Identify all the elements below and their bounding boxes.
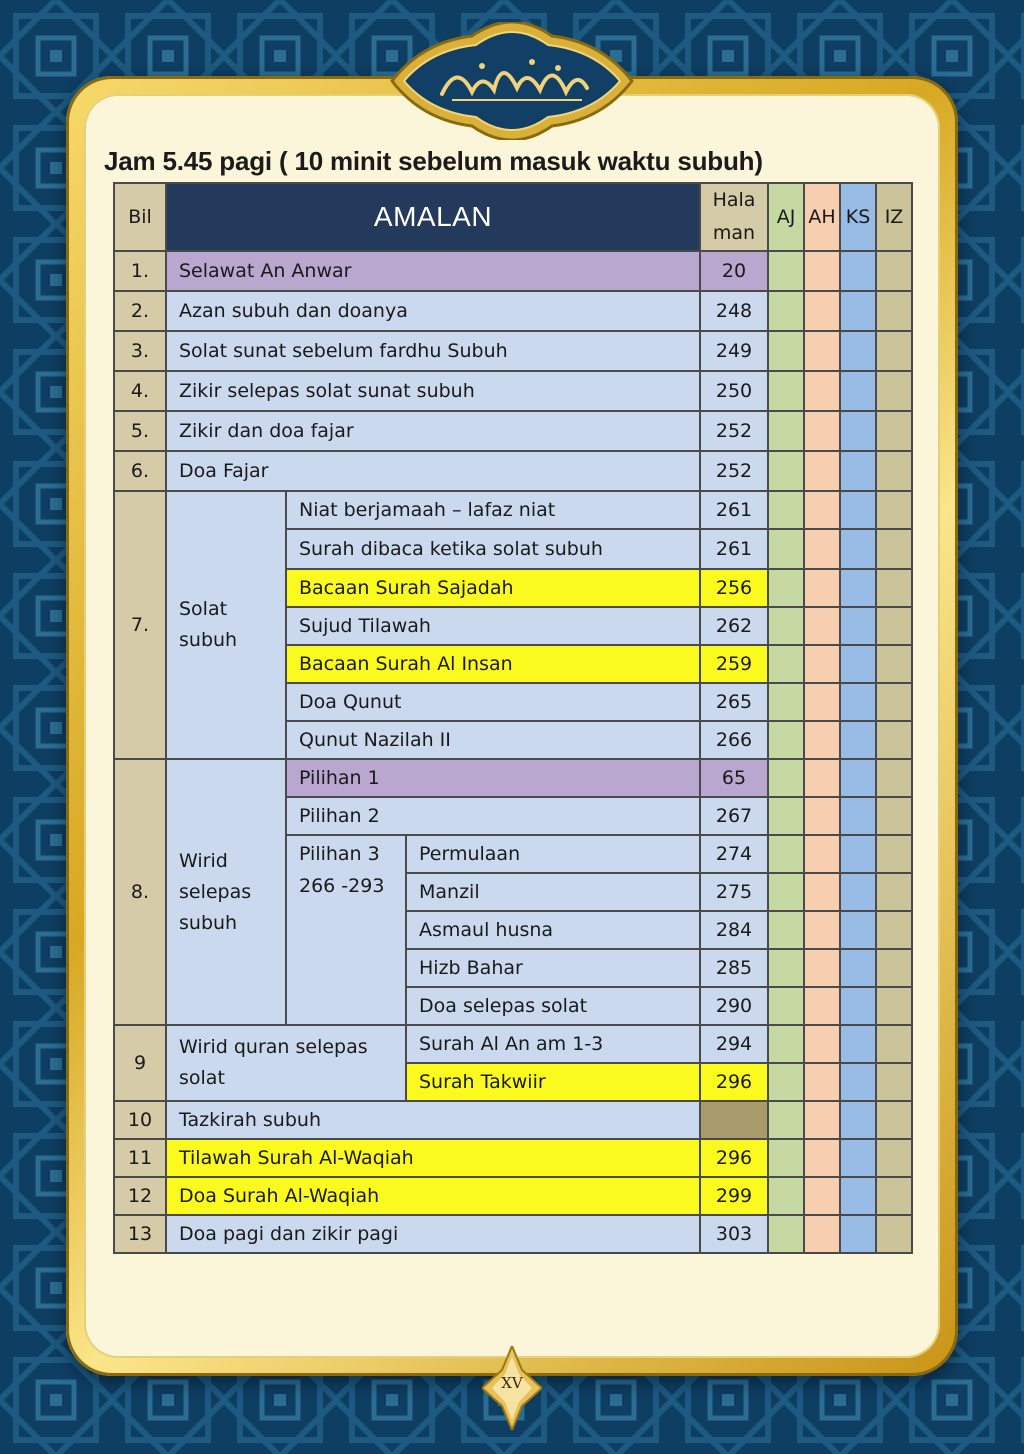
check-aj[interactable]: [768, 291, 804, 331]
check-iz[interactable]: [876, 1025, 912, 1063]
col-header-aj: AJ: [768, 183, 804, 251]
check-ah[interactable]: [804, 683, 840, 721]
row-bil: 13: [114, 1215, 166, 1253]
row-page: 266: [700, 721, 768, 759]
check-iz[interactable]: [876, 797, 912, 835]
row-page: 294: [700, 1025, 768, 1063]
check-ah[interactable]: [804, 949, 840, 987]
check-ah[interactable]: [804, 1177, 840, 1215]
check-iz[interactable]: [876, 529, 912, 569]
check-ks[interactable]: [840, 291, 876, 331]
check-ks[interactable]: [840, 1139, 876, 1177]
check-ks[interactable]: [840, 1177, 876, 1215]
check-aj[interactable]: [768, 987, 804, 1025]
row-page: [700, 1101, 768, 1139]
check-ks[interactable]: [840, 451, 876, 491]
row-bil: 11: [114, 1139, 166, 1177]
row-page: 261: [700, 491, 768, 529]
check-ah[interactable]: [804, 1063, 840, 1101]
row-page: 285: [700, 949, 768, 987]
check-ah[interactable]: [804, 1025, 840, 1063]
check-ah[interactable]: [804, 1139, 840, 1177]
check-ah[interactable]: [804, 1101, 840, 1139]
table-row: [114, 451, 912, 491]
row-amalan: Doa Qunut: [286, 683, 700, 721]
row-page: 250: [700, 371, 768, 411]
row-page: 65: [700, 759, 768, 797]
row-bil: 3.: [114, 331, 166, 371]
check-ks[interactable]: [840, 371, 876, 411]
check-ks[interactable]: [840, 607, 876, 645]
row-bil: 10: [114, 1101, 166, 1139]
check-aj[interactable]: [768, 759, 804, 797]
row-bil: 4.: [114, 371, 166, 411]
row-page: 20: [700, 251, 768, 291]
row-amalan: Surah Al An am 1-3: [406, 1025, 700, 1063]
check-aj[interactable]: [768, 1177, 804, 1215]
row-page: 303: [700, 1215, 768, 1253]
col-header-iz: IZ: [876, 183, 912, 251]
check-iz[interactable]: [876, 331, 912, 371]
row-page: 259: [700, 645, 768, 683]
row-page: 249: [700, 331, 768, 371]
check-iz[interactable]: [876, 1139, 912, 1177]
check-iz[interactable]: [876, 1101, 912, 1139]
check-ks[interactable]: [840, 491, 876, 529]
col-header-halaman: [700, 183, 768, 251]
check-aj[interactable]: [768, 411, 804, 451]
table-row: [114, 1139, 912, 1177]
check-iz[interactable]: [876, 607, 912, 645]
row-page: 296: [700, 1063, 768, 1101]
row-amalan: Qunut Nazilah II: [286, 721, 700, 759]
group-label-line1: Solat: [179, 598, 228, 620]
col-header-bil: Bil: [114, 183, 166, 251]
check-aj[interactable]: [768, 835, 804, 873]
check-ks[interactable]: [840, 1063, 876, 1101]
check-aj[interactable]: [768, 949, 804, 987]
group-label-line1: Wirid: [179, 849, 228, 872]
row-bil: 1.: [114, 251, 166, 291]
row-bil: 7.: [114, 491, 166, 759]
table-header-row: [114, 183, 912, 251]
pilihan3-label-line1: Pilihan 3: [299, 843, 380, 865]
row-amalan: Zikir selepas solat sunat subuh: [166, 371, 700, 411]
check-ah[interactable]: [804, 411, 840, 451]
table-row: [114, 331, 912, 371]
pilihan3-label: [286, 835, 406, 1025]
check-ks[interactable]: [840, 1025, 876, 1063]
row-amalan: Pilihan 1: [286, 759, 700, 797]
row-page: 252: [700, 451, 768, 491]
check-ah[interactable]: [804, 645, 840, 683]
page-number: XV: [501, 1374, 523, 1392]
check-aj[interactable]: [768, 451, 804, 491]
check-iz[interactable]: [876, 873, 912, 911]
check-ks[interactable]: [840, 1215, 876, 1253]
table-row: [114, 759, 912, 797]
check-ah[interactable]: [804, 371, 840, 411]
check-iz[interactable]: [876, 759, 912, 797]
row-bil: 8.: [114, 759, 166, 1025]
check-ks[interactable]: [840, 987, 876, 1025]
check-ks[interactable]: [840, 411, 876, 451]
row-bil: 2.: [114, 291, 166, 331]
check-ks[interactable]: [840, 645, 876, 683]
check-iz[interactable]: [876, 451, 912, 491]
row-amalan: Doa Surah Al-Waqiah: [166, 1177, 700, 1215]
row-page: 299: [700, 1177, 768, 1215]
check-ah[interactable]: [804, 569, 840, 607]
check-aj[interactable]: [768, 607, 804, 645]
check-aj[interactable]: [768, 797, 804, 835]
row-page: 256: [700, 569, 768, 607]
row-group-label: [166, 759, 286, 1025]
row-bil: 12: [114, 1177, 166, 1215]
row-amalan: Doa pagi dan zikir pagi: [166, 1215, 700, 1253]
row-amalan: Manzil: [406, 873, 700, 911]
row-group-label: [166, 491, 286, 759]
check-aj[interactable]: [768, 911, 804, 949]
row-page: 284: [700, 911, 768, 949]
row-page: 252: [700, 411, 768, 451]
row-page: 274: [700, 835, 768, 873]
check-aj[interactable]: [768, 1025, 804, 1063]
check-ah[interactable]: [804, 251, 840, 291]
check-ks[interactable]: [840, 331, 876, 371]
check-ks[interactable]: [840, 835, 876, 873]
row-bil: 5.: [114, 411, 166, 451]
check-ks[interactable]: [840, 569, 876, 607]
row-amalan: Bacaan Surah Al Insan: [286, 645, 700, 683]
check-ks[interactable]: [840, 911, 876, 949]
check-ah[interactable]: [804, 491, 840, 529]
row-page: 261: [700, 529, 768, 569]
group-label-line1: Wirid quran selepas: [179, 1036, 368, 1058]
row-amalan: Surah dibaca ketika solat subuh: [286, 529, 700, 569]
check-ks[interactable]: [840, 683, 876, 721]
pilihan3-label-line2: 266 -293: [299, 875, 385, 897]
check-ks[interactable]: [840, 251, 876, 291]
check-iz[interactable]: [876, 987, 912, 1025]
row-amalan: Niat berjamaah – lafaz niat: [286, 491, 700, 529]
check-iz[interactable]: [876, 411, 912, 451]
group-label-line2: solat: [179, 1067, 225, 1089]
check-aj[interactable]: [768, 873, 804, 911]
check-iz[interactable]: [876, 1215, 912, 1253]
row-page: 262: [700, 607, 768, 645]
table-row: [114, 1215, 912, 1253]
col-header-ah: AH: [804, 183, 840, 251]
group-label-line2: subuh: [179, 629, 238, 651]
row-amalan: Zikir dan doa fajar: [166, 411, 700, 451]
table-row: [114, 371, 912, 411]
check-ah[interactable]: [804, 331, 840, 371]
group-label-line2: selepas: [179, 880, 252, 903]
check-ah[interactable]: [804, 873, 840, 911]
table-row: [114, 1025, 912, 1063]
check-aj[interactable]: [768, 1215, 804, 1253]
group-label-line3: subuh: [179, 911, 238, 934]
check-aj[interactable]: [768, 529, 804, 569]
table-row: [114, 1101, 912, 1139]
col-header-halaman-line1: Hala: [712, 189, 756, 211]
check-iz[interactable]: [876, 721, 912, 759]
amalan-table: [113, 182, 913, 1254]
row-page: 248: [700, 291, 768, 331]
check-aj[interactable]: [768, 491, 804, 529]
check-ah[interactable]: [804, 987, 840, 1025]
check-iz[interactable]: [876, 491, 912, 529]
table-row: [114, 291, 912, 331]
row-page: 267: [700, 797, 768, 835]
row-amalan: Pilihan 2: [286, 797, 700, 835]
check-ah[interactable]: [804, 529, 840, 569]
col-header-halaman-line2: man: [712, 222, 756, 244]
table-row: [114, 251, 912, 291]
check-aj[interactable]: [768, 683, 804, 721]
row-bil: 9: [114, 1025, 166, 1101]
check-ks[interactable]: [840, 759, 876, 797]
check-aj[interactable]: [768, 371, 804, 411]
check-ah[interactable]: [804, 835, 840, 873]
table-row: [114, 411, 912, 451]
check-ah[interactable]: [804, 759, 840, 797]
page-heading: Jam 5.45 pagi ( 10 minit sebelum masuk waktu subuh): [104, 146, 763, 176]
row-amalan: Bacaan Surah Sajadah: [286, 569, 700, 607]
check-iz[interactable]: [876, 569, 912, 607]
row-amalan: Solat sunat sebelum fardhu Subuh: [166, 331, 700, 371]
row-amalan: Asmaul husna: [406, 911, 700, 949]
check-iz[interactable]: [876, 291, 912, 331]
row-amalan: Selawat An Anwar: [166, 251, 700, 291]
check-aj[interactable]: [768, 1139, 804, 1177]
check-ah[interactable]: [804, 911, 840, 949]
check-iz[interactable]: [876, 645, 912, 683]
row-amalan: Permulaan: [406, 835, 700, 873]
row-amalan: Surah Takwiir: [406, 1063, 700, 1101]
check-aj[interactable]: [768, 331, 804, 371]
check-iz[interactable]: [876, 1177, 912, 1215]
check-iz[interactable]: [876, 835, 912, 873]
check-ah[interactable]: [804, 451, 840, 491]
check-iz[interactable]: [876, 911, 912, 949]
check-ks[interactable]: [840, 529, 876, 569]
check-ah[interactable]: [804, 721, 840, 759]
row-group-label: [166, 1025, 406, 1101]
check-aj[interactable]: [768, 1063, 804, 1101]
check-iz[interactable]: [876, 371, 912, 411]
row-bil: 6.: [114, 451, 166, 491]
check-ks[interactable]: [840, 721, 876, 759]
row-page: 296: [700, 1139, 768, 1177]
check-ah[interactable]: [804, 607, 840, 645]
check-ah[interactable]: [804, 797, 840, 835]
check-ah[interactable]: [804, 1215, 840, 1253]
row-amalan: Hizb Bahar: [406, 949, 700, 987]
check-ks[interactable]: [840, 1101, 876, 1139]
check-ks[interactable]: [840, 949, 876, 987]
check-aj[interactable]: [768, 1101, 804, 1139]
row-page: 290: [700, 987, 768, 1025]
table-row: [114, 1177, 912, 1215]
check-aj[interactable]: [768, 721, 804, 759]
check-iz[interactable]: [876, 1063, 912, 1101]
check-ks[interactable]: [840, 873, 876, 911]
check-aj[interactable]: [768, 569, 804, 607]
row-amalan: Azan subuh dan doanya: [166, 291, 700, 331]
row-amalan: Tazkirah subuh: [166, 1101, 700, 1139]
col-header-amalan: AMALAN: [166, 183, 700, 251]
check-ks[interactable]: [840, 797, 876, 835]
check-aj[interactable]: [768, 645, 804, 683]
calligraphy-logo-icon: [382, 22, 642, 140]
check-ah[interactable]: [804, 291, 840, 331]
check-iz[interactable]: [876, 949, 912, 987]
row-amalan: Doa Fajar: [166, 451, 700, 491]
check-iz[interactable]: [876, 251, 912, 291]
row-amalan: Tilawah Surah Al-Waqiah: [166, 1139, 700, 1177]
table-row: [114, 491, 912, 529]
row-page: 275: [700, 873, 768, 911]
row-page: 265: [700, 683, 768, 721]
row-amalan: Sujud Tilawah: [286, 607, 700, 645]
check-aj[interactable]: [768, 251, 804, 291]
check-iz[interactable]: [876, 683, 912, 721]
col-header-ks: KS: [840, 183, 876, 251]
row-amalan: Doa selepas solat: [406, 987, 700, 1025]
